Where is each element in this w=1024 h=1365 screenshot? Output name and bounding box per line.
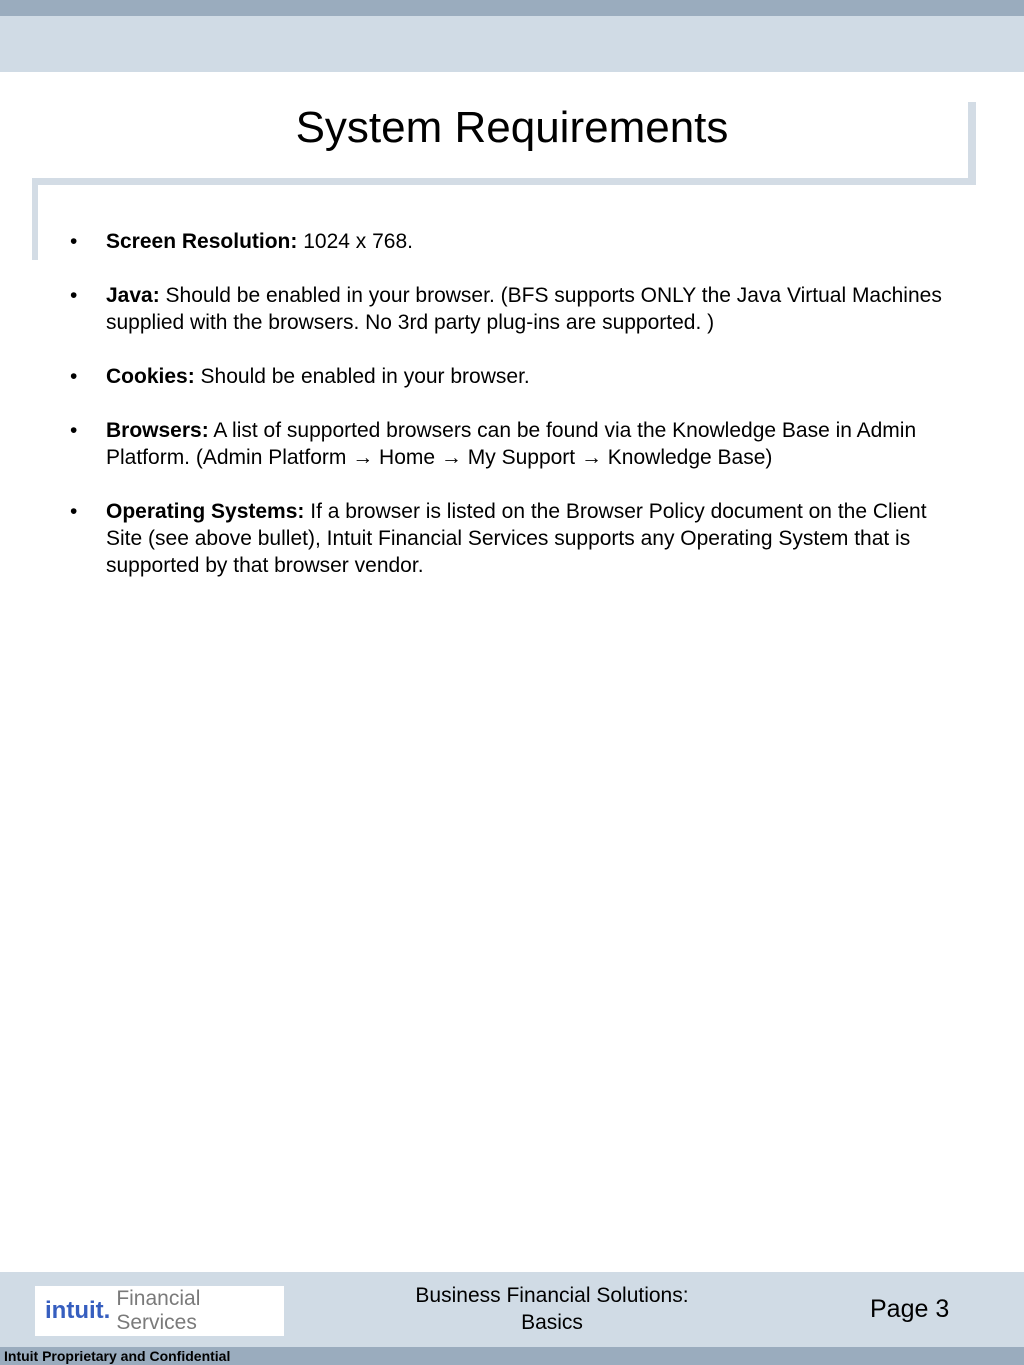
- confidential-notice: Intuit Proprietary and Confidential: [4, 1348, 231, 1364]
- header-band: [0, 16, 1024, 72]
- bullet-java: [70, 282, 950, 336]
- bullet-browsers: [70, 417, 950, 471]
- title-frame-right: [968, 102, 976, 182]
- bullet-cookies: [70, 363, 950, 390]
- bullet-dot: •: [70, 230, 78, 253]
- logo-brand: intuit.: [45, 1297, 111, 1324]
- bullet-label: Java:: [106, 284, 160, 307]
- bullet-label: Operating Systems:: [106, 500, 305, 523]
- header-strip: [0, 0, 1024, 16]
- bullet-text: If a browser is listed on the Browser Policy document on the Client Site (see above bullet), Intuit Financial Services supports any Operating System that is supported by that browser vendor.: [106, 500, 927, 577]
- title-frame-bottom: [32, 178, 976, 185]
- bullet-label: Cookies:: [106, 365, 195, 388]
- bullet-dot: •: [70, 500, 78, 523]
- intuit-financial-services-logo: [35, 1286, 284, 1336]
- bullet-text: Should be enabled in your browser.: [194, 365, 530, 388]
- logo-subtitle: Financial Services: [116, 1287, 201, 1334]
- footer-course-title: [352, 1282, 752, 1336]
- bullet-operating-systems: [70, 498, 950, 579]
- bullet-dot: •: [70, 284, 78, 307]
- bullet-text: 1024 x 768.: [297, 230, 413, 253]
- bullet-text: A list of supported browsers can be found via the Knowledge Base in Admin Platform. (Admin Platform → Home → My Support → Knowledge Base): [106, 419, 917, 469]
- page-number: Page 3: [870, 1295, 950, 1323]
- bullet-screen-resolution: [70, 228, 950, 255]
- bullet-text: Should be enabled in your browser. (BFS supports ONLY the Java Virtual Machines supplied with the browsers. No 3rd party plug-ins are supported. ): [106, 284, 942, 334]
- title-frame-left: [32, 178, 38, 260]
- bullet-list: [70, 228, 950, 606]
- footer-course-line-2: Basics: [521, 1311, 583, 1334]
- bullet-label: Screen Resolution:: [106, 230, 298, 253]
- bullet-dot: •: [70, 365, 78, 388]
- footer-course-line-1: Business Financial Solutions:: [415, 1284, 689, 1307]
- bullet-dot: •: [70, 419, 78, 442]
- bullet-label: Browsers:: [106, 419, 209, 442]
- slide-title: System Requirements: [295, 103, 729, 152]
